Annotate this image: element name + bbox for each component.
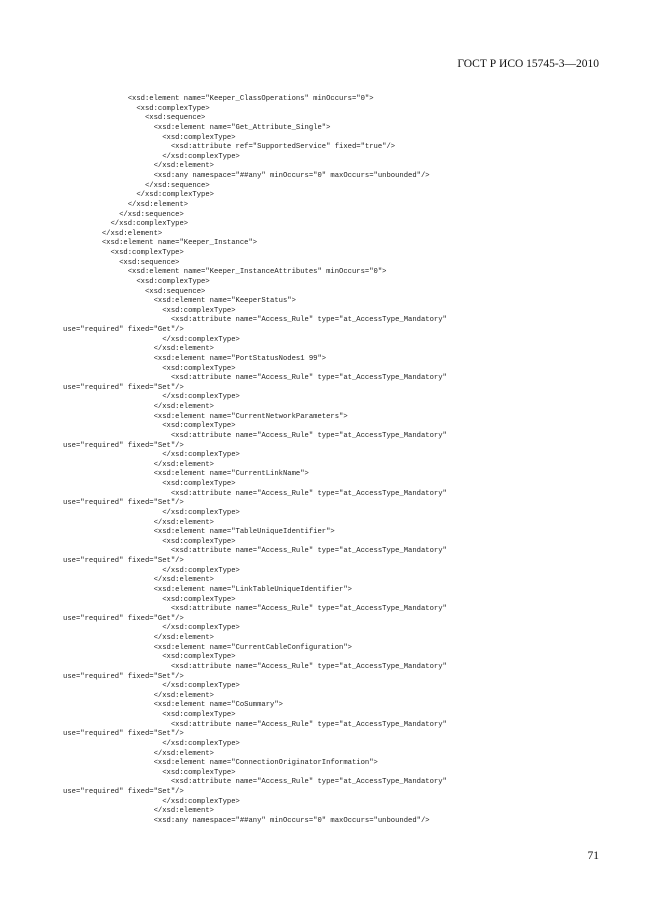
xsd-code-listing (63, 95, 447, 827)
code-line: use="required" fixed="Set"/> (63, 383, 184, 392)
code-line: </xsd:complexType> (162, 624, 240, 633)
code-line: </xsd:element> (127, 200, 189, 209)
code-line: <xsd:any namespace="##any" minOccurs="0" maxOccurs="unbounded"/> (153, 172, 430, 180)
code-line: use="required" fixed="Set"/> (63, 557, 184, 565)
code-line: <xsd:element name="CurrentLinkName"> (153, 470, 309, 479)
code-line: <xsd:attribute name="Access_Rule" type="at_AccessType_Mandatory" (170, 431, 447, 440)
code-line: <xsd:attribute name="Access_Rule" type="at_AccessType_Mandatory" (170, 547, 447, 556)
code-line: </xsd:complexType> (162, 682, 240, 691)
code-line: <xsd:attribute name="Access_Rule" type="at_AccessType_Mandatory" (170, 662, 447, 671)
code-line: <xsd:sequence> (144, 287, 206, 296)
code-line: </xsd:complexType> (136, 191, 214, 200)
code-line: use="required" fixed="Set"/> (63, 730, 184, 739)
code-line: </xsd:element> (101, 229, 163, 238)
code-line: </xsd:complexType> (162, 797, 240, 806)
code-line: <xsd:complexType> (162, 306, 236, 315)
code-line: <xsd:complexType> (162, 653, 236, 662)
code-line: <xsd:complexType> (110, 249, 184, 257)
code-line: <xsd:complexType> (162, 711, 236, 719)
code-line: <xsd:element name="Keeper_ClassOperations" minOccurs="0"> (127, 95, 374, 103)
code-line: use="required" fixed="Set"/> (63, 672, 184, 681)
code-line: <xsd:attribute name="Access_Rule" type="at_AccessType_Mandatory" (170, 489, 447, 498)
code-line: <xsd:element name="ConnectionOriginatorInformation"> (153, 759, 378, 768)
code-line: <xsd:element name="TableUniqueIdentifier"> (153, 528, 335, 537)
code-line: <xsd:complexType> (162, 595, 236, 604)
code-line: <xsd:complexType> (162, 768, 236, 777)
code-line: <xsd:element name="CurrentCableConfiguration"> (153, 643, 352, 652)
code-line: <xsd:element name="LinkTableUniqueIdentifier"> (153, 585, 352, 594)
code-line: </xsd:element> (153, 518, 214, 527)
code-line: <xsd:attribute name="Access_Rule" type="at_AccessType_Mandatory" (170, 316, 447, 325)
code-line: <xsd:complexType> (162, 537, 236, 546)
code-line: </xsd:element> (153, 162, 214, 171)
code-line: </xsd:complexType> (162, 451, 240, 460)
code-line: </xsd:element> (153, 403, 214, 411)
code-line: <xsd:element name="PortStatusNodes1 99"> (153, 354, 327, 363)
code-line: </xsd:complexType> (110, 220, 189, 229)
code-line: <xsd:attribute name="Access_Rule" type="at_AccessType_Mandatory" (170, 720, 447, 729)
code-line: use="required" fixed="Get"/> (63, 614, 184, 623)
code-line: </xsd:element> (153, 460, 214, 469)
code-line: <xsd:any namespace="##any" minOccurs="0" maxOccurs="unbounded"/> (153, 816, 430, 825)
code-line: </xsd:complexType> (162, 739, 240, 748)
code-line: use="required" fixed="Set"/> (63, 788, 184, 796)
code-line: </xsd:complexType> (162, 152, 240, 161)
code-line: </xsd:element> (153, 345, 214, 354)
code-line: </xsd:element> (153, 634, 214, 642)
code-line: <xsd:attribute name="Access_Rule" type="at_AccessType_Mandatory" (170, 374, 447, 383)
standard-header: ГОСТ Р ИСО 15745-3—2010 (457, 58, 599, 70)
code-line: </xsd:complexType> (162, 393, 240, 402)
code-line: <xsd:complexType> (162, 364, 236, 373)
code-line: </xsd:element> (153, 749, 214, 758)
code-line: <xsd:element name="Keeper_InstanceAttributes" minOccurs="0"> (127, 268, 387, 277)
code-line: <xsd:element name="CoSummary"> (153, 701, 283, 710)
code-line: <xsd:element name="Get_Attribute_Single"> (153, 123, 331, 132)
code-line: <xsd:complexType> (162, 480, 236, 488)
code-line: <xsd:complexType> (136, 277, 210, 286)
code-line: <xsd:sequence> (144, 114, 206, 123)
code-line: <xsd:element name="KeeperStatus"> (153, 297, 296, 306)
code-line: use="required" fixed="Set"/> (63, 499, 184, 508)
page-number: 71 (587, 850, 599, 862)
code-line: </xsd:sequence> (119, 210, 184, 219)
code-line: </xsd:element> (153, 807, 214, 816)
code-line: </xsd:complexType> (162, 566, 240, 575)
code-line: <xsd:element name="CurrentNetworkParameters"> (153, 412, 348, 421)
code-line: </xsd:complexType> (162, 508, 240, 517)
code-line: <xsd:attribute ref="SupportedService" fixed="true"/> (170, 143, 396, 152)
code-line: <xsd:attribute name="Access_Rule" type="at_AccessType_Mandatory" (170, 778, 447, 787)
code-line: </xsd:element> (153, 691, 214, 700)
code-line: use="required" fixed="Set"/> (63, 441, 184, 450)
code-line: <xsd:element name="Keeper_Instance"> (101, 239, 258, 248)
code-line: <xsd:complexType> (136, 104, 210, 113)
code-line: <xsd:complexType> (162, 133, 236, 142)
code-line: </xsd:element> (153, 576, 214, 585)
code-line: <xsd:sequence> (119, 258, 180, 267)
code-line: <xsd:attribute name="Access_Rule" type="at_AccessType_Mandatory" (170, 605, 447, 614)
code-line: use="required" fixed="Get"/> (63, 326, 184, 334)
code-line: </xsd:complexType> (162, 335, 240, 344)
code-line: <xsd:complexType> (162, 422, 236, 431)
code-line: </xsd:sequence> (144, 181, 210, 190)
